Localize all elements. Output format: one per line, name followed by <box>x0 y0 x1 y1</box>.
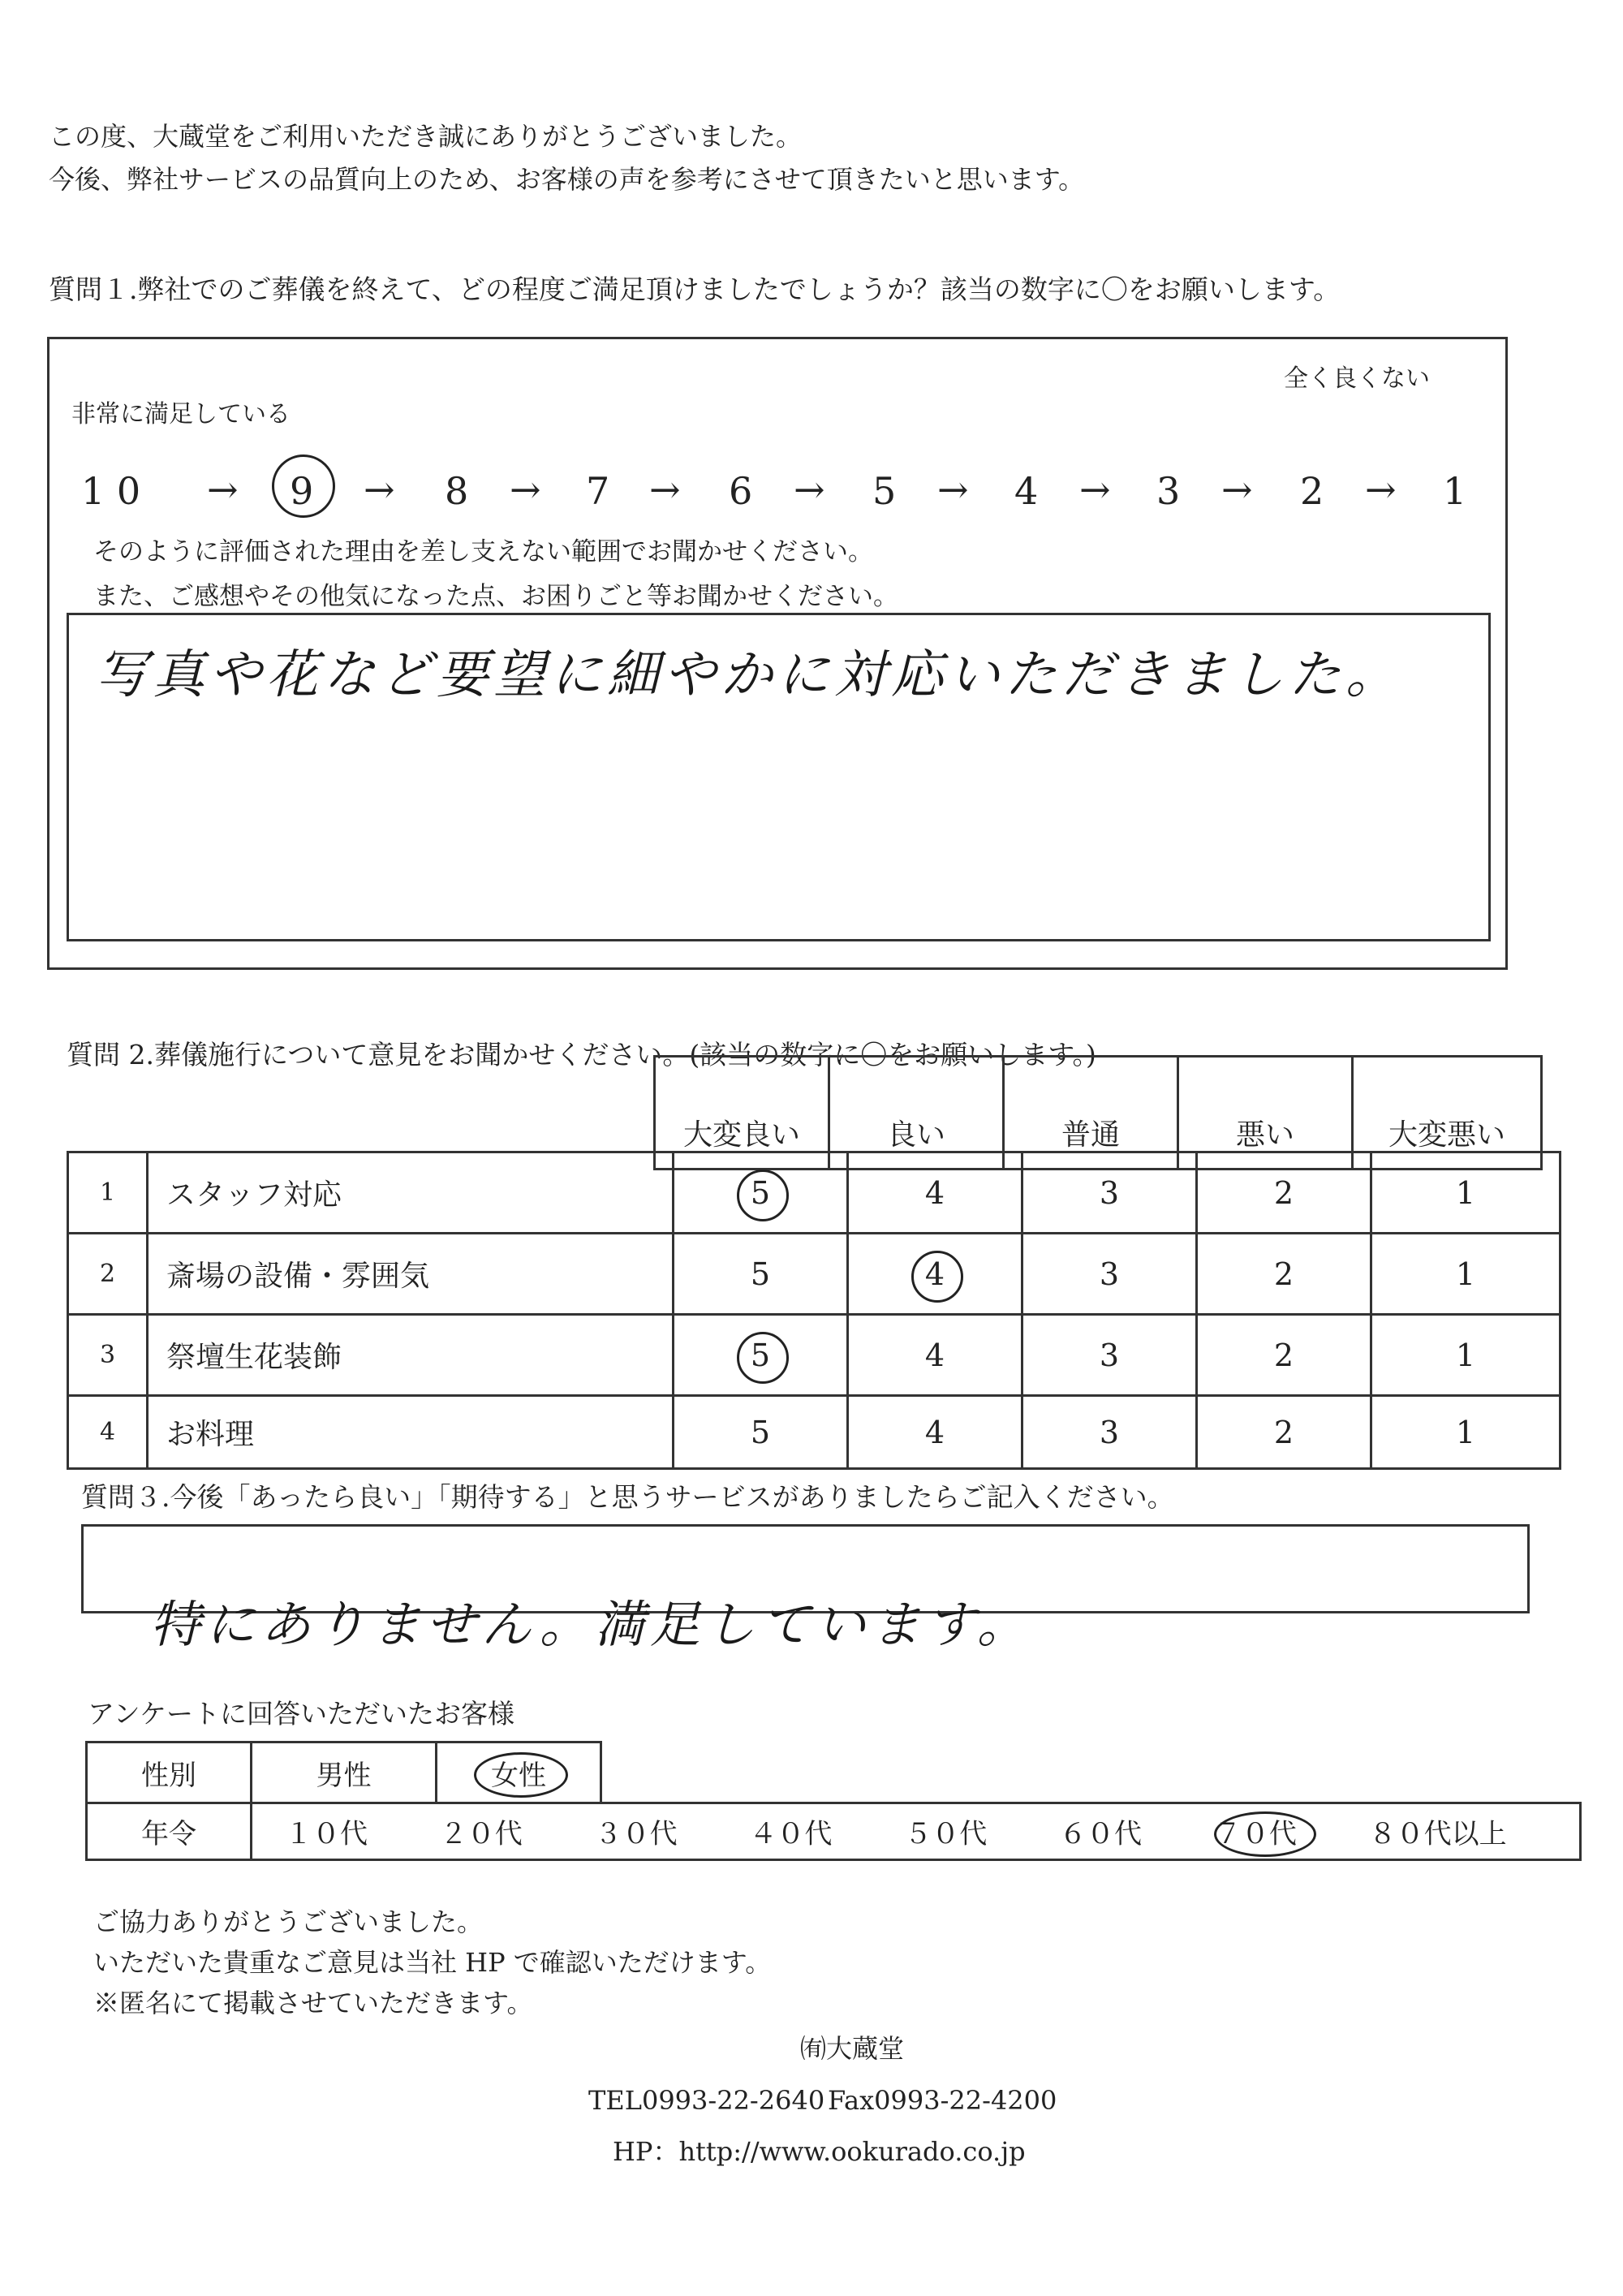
selection-circle <box>272 454 335 518</box>
header-normal: 普通 <box>1004 1057 1178 1170</box>
age-60s[interactable]: ６０代 <box>1059 1818 1143 1850</box>
score-5[interactable]: 5 <box>674 1315 848 1396</box>
intro-line-1: この度、大蔵堂をご利用いただき誠にありがとうございました。 <box>49 121 803 152</box>
row-label: お料理 <box>148 1396 674 1469</box>
selection-circle <box>737 1332 789 1384</box>
customer-age-table <box>85 1802 1582 1861</box>
score-5[interactable]: 5 <box>674 1396 848 1469</box>
scale-10[interactable]: 1 0 <box>81 469 141 513</box>
q1-prompt-2: また、ご感想やその他気になった点、お困りごと等お聞かせください。 <box>93 582 898 611</box>
scale-6[interactable]: 6 <box>729 469 753 513</box>
header-bad: 悪い <box>1178 1057 1353 1170</box>
q3-question: 質問３.今後「あったら良い」「期待する」と思うサービスがありましたらご記入ください。 <box>81 1481 1174 1513</box>
gender-label: 性別 <box>87 1742 252 1803</box>
company-name: ㈲大蔵堂 <box>799 2033 904 2064</box>
score-1[interactable]: 1 <box>1371 1396 1561 1469</box>
age-80s-plus[interactable]: ８０代以上 <box>1368 1818 1507 1850</box>
scale-7[interactable]: 7 <box>586 469 610 513</box>
score-3[interactable]: 3 <box>1022 1152 1197 1234</box>
age-30s[interactable]: ３０代 <box>594 1818 678 1850</box>
score-3[interactable]: 3 <box>1022 1234 1197 1315</box>
q3-answer-text: 特にありません。満足しています。 <box>150 1595 1032 1654</box>
score-3[interactable]: 3 <box>1022 1396 1197 1469</box>
q1-label-low: 全く良くない <box>1284 364 1430 393</box>
score-5[interactable]: 5 <box>674 1234 848 1315</box>
age-options <box>252 1803 1581 1860</box>
company-hp[interactable]: HP：http://www.ookurado.co.jp <box>613 2136 1026 2167</box>
score-3[interactable]: 3 <box>1022 1315 1197 1396</box>
intro-line-2: 今後、弊社サービスの品質向上のため、お客様の声を参考にさせて頂きたいと思います。 <box>49 164 1085 195</box>
arrow-1: → <box>207 467 239 511</box>
arrow-4: → <box>649 467 681 511</box>
score-2[interactable]: 2 <box>1197 1396 1371 1469</box>
table-row <box>68 1315 1561 1396</box>
q1-label-high: 非常に満足している <box>71 400 291 429</box>
header-very-good: 大変良い <box>655 1057 829 1170</box>
score-4[interactable]: 4 <box>848 1152 1022 1234</box>
row-number: 3 <box>68 1315 148 1396</box>
age-70s-selected[interactable]: ７０代 <box>1214 1811 1360 1851</box>
q2-question: 質問 2.葬儀施行について意見をお聞かせください。(該当の数字に〇をお願いします。) <box>67 1039 1096 1070</box>
customer-title: アンケートに回答いただいたお客様 <box>88 1698 515 1730</box>
score-1[interactable]: 1 <box>1371 1152 1561 1234</box>
q1-question: 質問１.弊社でのご葬儀を終えて、どの程度ご満足頂けましたでしょうか？該当の数字に〇をお願いします。 <box>49 274 1341 305</box>
header-very-bad: 大変悪い <box>1353 1057 1542 1170</box>
table-row <box>68 1396 1561 1469</box>
row-number: 1 <box>68 1152 148 1234</box>
arrow-5: → <box>794 467 825 511</box>
closing-line-1: ご協力ありがとうございました。 <box>93 1906 484 1937</box>
score-1[interactable]: 1 <box>1371 1315 1561 1396</box>
age-50s[interactable]: ５０代 <box>904 1818 988 1850</box>
gender-female-selected[interactable]: 女性 <box>437 1742 601 1803</box>
score-2[interactable]: 2 <box>1197 1234 1371 1315</box>
age-20s[interactable]: ２０代 <box>439 1818 523 1850</box>
score-4[interactable]: 4 <box>848 1396 1022 1469</box>
age-label: 年令 <box>87 1803 252 1860</box>
age-40s[interactable]: ４０代 <box>749 1818 833 1850</box>
q2-rating-table <box>67 1151 1561 1470</box>
arrow-3: → <box>510 467 541 511</box>
row-label: スタッフ対応 <box>148 1152 674 1234</box>
selection-circle <box>1214 1811 1316 1857</box>
selection-circle <box>911 1251 963 1303</box>
score-1[interactable]: 1 <box>1371 1234 1561 1315</box>
company-fax: Fax0993-22-4200 <box>828 2085 1057 2116</box>
q1-prompt-1: そのように評価された理由を差し支えない範囲でお聞かせください。 <box>93 537 873 566</box>
row-label: 斎場の設備・雰囲気 <box>148 1234 674 1315</box>
closing-line-2: いただいた貴重なご意見は当社 HP で確認いただけます。 <box>93 1947 772 1978</box>
arrow-6: → <box>937 467 969 511</box>
score-4[interactable]: 4 <box>848 1315 1022 1396</box>
scale-4[interactable]: 4 <box>1014 469 1039 513</box>
scale-9-selected[interactable]: 9 <box>290 469 314 513</box>
row-number: 4 <box>68 1396 148 1469</box>
arrow-9: → <box>1365 467 1397 511</box>
q1-answer-text: 写真や花など要望に細やかに対応いただきました。 <box>96 645 1402 705</box>
score-4[interactable]: 4 <box>848 1234 1022 1315</box>
scale-3[interactable]: 3 <box>1156 469 1181 513</box>
score-2[interactable]: 2 <box>1197 1315 1371 1396</box>
score-2[interactable]: 2 <box>1197 1152 1371 1234</box>
scale-1[interactable]: 1 <box>1443 469 1467 513</box>
row-number: 2 <box>68 1234 148 1315</box>
company-tel: TEL0993-22-2640 <box>588 2085 825 2116</box>
row-label: 祭壇生花装飾 <box>148 1315 674 1396</box>
customer-gender-table <box>85 1741 602 1804</box>
scale-8[interactable]: 8 <box>445 469 469 513</box>
gender-male[interactable]: 男性 <box>252 1742 437 1803</box>
arrow-7: → <box>1079 467 1111 511</box>
scale-2[interactable]: 2 <box>1300 469 1324 513</box>
table-row <box>68 1234 1561 1315</box>
arrow-8: → <box>1221 467 1253 511</box>
age-10s[interactable]: １０代 <box>285 1818 368 1850</box>
table-row <box>68 1152 1561 1234</box>
selection-circle <box>737 1170 789 1221</box>
selection-circle <box>474 1752 568 1798</box>
closing-line-3: ※匿名にて掲載させていただきます。 <box>93 1988 533 2018</box>
arrow-2: → <box>364 467 395 511</box>
header-good: 良い <box>829 1057 1004 1170</box>
score-5[interactable]: 5 <box>674 1152 848 1234</box>
scale-5[interactable]: 5 <box>872 469 897 513</box>
